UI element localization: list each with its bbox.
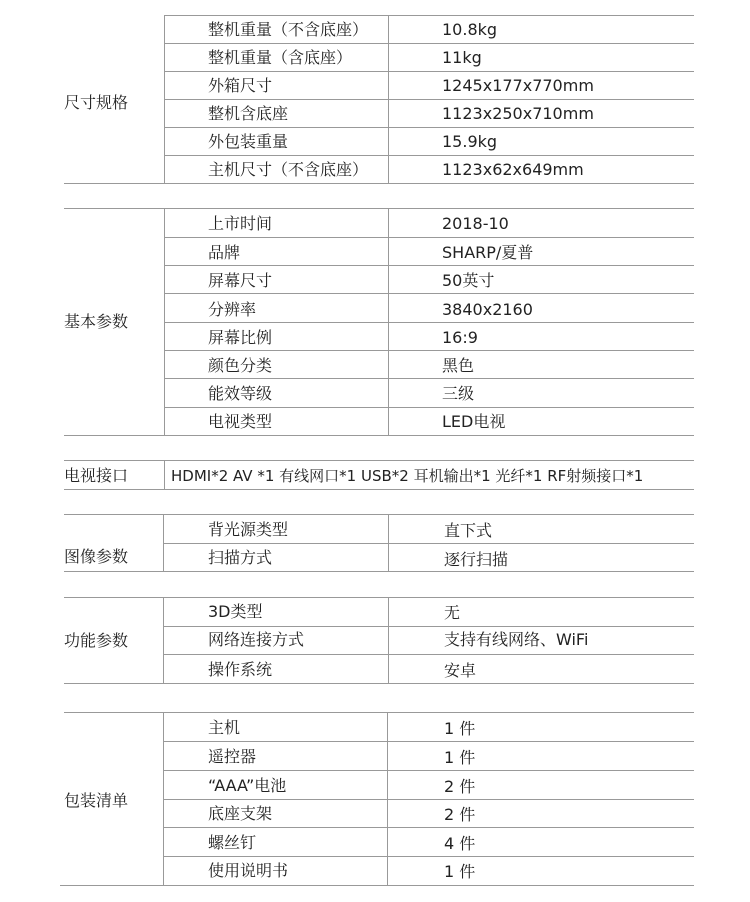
row-value: 安卓 xyxy=(444,661,477,680)
row-label: 遥控器 xyxy=(208,747,257,766)
row-label: “AAA”电池 xyxy=(208,776,287,795)
row-value: 无 xyxy=(444,603,461,622)
row-label: 分辨率 xyxy=(208,300,257,319)
row-value: 1123x250x710mm xyxy=(442,104,594,123)
row-label: 底座支架 xyxy=(208,804,273,823)
row-value: 10.8kg xyxy=(442,20,498,39)
row-value: 1 件 xyxy=(444,748,476,767)
section-title: 图像参数 xyxy=(64,547,129,566)
row-value: 1 件 xyxy=(444,719,476,738)
row-value: 2 件 xyxy=(444,777,476,796)
row-label: 整机含底座 xyxy=(208,104,289,123)
row-value: 1 件 xyxy=(444,862,476,881)
section-title: 包装清单 xyxy=(64,791,129,810)
row-value: 3840x2160 xyxy=(442,300,533,319)
row-label: 扫描方式 xyxy=(208,548,273,567)
row-label: 3D类型 xyxy=(208,602,263,621)
row-label: 屏幕尺寸 xyxy=(208,271,273,290)
row-value: 2 件 xyxy=(444,805,476,824)
row-value: 黑色 xyxy=(442,356,475,375)
row-value: LED电视 xyxy=(442,412,506,431)
row-label: 背光源类型 xyxy=(208,520,289,539)
row-value: 逐行扫描 xyxy=(444,550,509,569)
row-label: 外箱尺寸 xyxy=(208,76,273,95)
row-label: 整机重量（不含底座） xyxy=(208,20,369,39)
row-label: 整机重量（含底座） xyxy=(208,48,353,67)
row-label: 电视类型 xyxy=(208,412,273,431)
row-value: 三级 xyxy=(442,384,475,403)
section-title: 基本参数 xyxy=(64,312,129,331)
row-value: 1123x62x649mm xyxy=(442,160,584,179)
section-title: 功能参数 xyxy=(64,631,129,650)
row-value: 11kg xyxy=(442,48,482,67)
row-label: 螺丝钉 xyxy=(208,833,257,852)
row-label: 使用说明书 xyxy=(208,861,289,880)
row-label: 主机 xyxy=(208,718,241,737)
row-value: 15.9kg xyxy=(442,132,498,151)
row-label: 主机尺寸（不含底座） xyxy=(208,160,369,179)
row-label: 颜色分类 xyxy=(208,356,273,375)
row-label: 操作系统 xyxy=(208,660,273,679)
row-value: 4 件 xyxy=(444,834,476,853)
row-label: 外包装重量 xyxy=(208,132,289,151)
interface-list: HDMI*2 AV *1 有线网口*1 USB*2 耳机输出*1 光纤*1 RF射频接口*1 xyxy=(171,467,644,485)
row-label: 品牌 xyxy=(208,243,241,262)
row-value: 50英寸 xyxy=(442,271,495,290)
row-label: 网络连接方式 xyxy=(208,630,305,649)
row-label: 屏幕比例 xyxy=(208,328,273,347)
row-value: 1245x177x770mm xyxy=(442,76,594,95)
row-value: 支持有线网络、WiFi xyxy=(444,630,589,649)
row-value: 2018-10 xyxy=(442,214,509,233)
section-title: 尺寸规格 xyxy=(64,93,129,112)
row-label: 上市时间 xyxy=(208,214,273,233)
row-value: 直下式 xyxy=(444,521,493,540)
row-value: SHARP/夏普 xyxy=(442,243,534,262)
row-value: 16:9 xyxy=(442,328,478,347)
row-label: 能效等级 xyxy=(208,384,273,403)
section-title: 电视接口 xyxy=(64,466,129,485)
